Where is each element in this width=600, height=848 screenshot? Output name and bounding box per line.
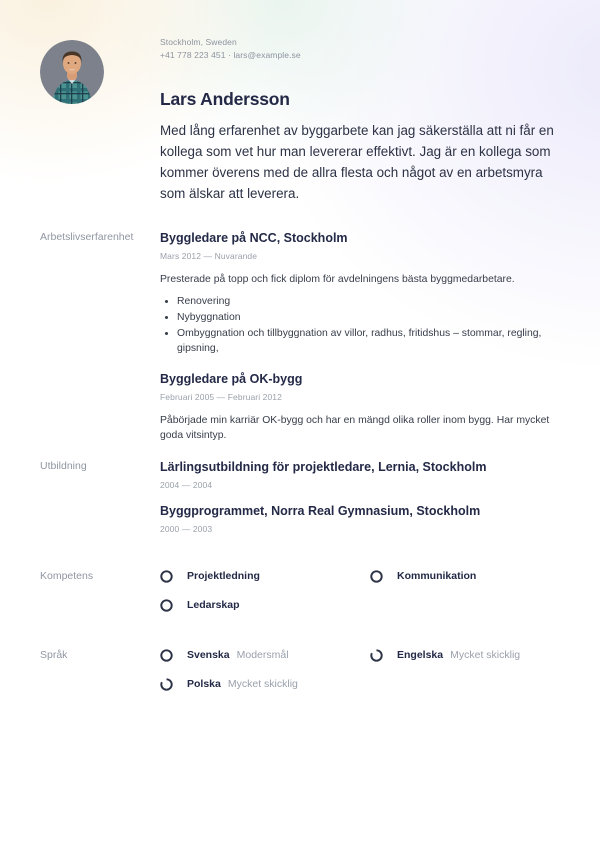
section-label-education: Utbildning [40, 460, 87, 472]
skill-level-ring-icon [370, 570, 383, 583]
experience-entry [160, 230, 566, 356]
education-title: Byggprogrammet, Norra Real Gymnasium, Stockholm [160, 504, 481, 518]
education-entry [160, 503, 566, 534]
skill-item [370, 569, 566, 583]
language-level-label: Mycket skicklig [450, 649, 521, 661]
section-label-experience: Arbetslivserfarenhet [40, 231, 134, 243]
resume-header [160, 36, 566, 204]
job-bullet: • Nybyggnation [177, 310, 566, 325]
language-item [370, 648, 566, 662]
section-education [40, 459, 566, 534]
language-level-ring-icon [160, 649, 173, 662]
contact-phone: +41 778 223 451 [160, 49, 226, 60]
education-title: Lärlingsutbildning för projektledare, Lernia, Stockholm [160, 460, 487, 474]
job-bullet-list [160, 294, 566, 356]
language-item [160, 648, 370, 662]
job-title: Byggledare på NCC, Stockholm [160, 231, 348, 245]
contact-separator: · [228, 49, 231, 60]
language-name: Svenska [187, 649, 230, 661]
language-name: Polska [187, 678, 221, 690]
skill-name: Kommunikation [397, 570, 477, 582]
section-experience [40, 230, 566, 443]
job-title: Byggledare på OK-bygg [160, 372, 303, 386]
language-level-ring-icon [370, 649, 383, 662]
job-bullet: • Renovering [177, 294, 566, 309]
section-languages [40, 648, 566, 691]
job-description: Presterade på topp och fick diplom för avdelningens bästa byggmedarbetare. [160, 274, 515, 285]
experience-entries [160, 230, 566, 443]
skill-item [160, 598, 370, 612]
language-level-label: Mycket skicklig [227, 678, 298, 690]
language-item [160, 677, 370, 691]
education-entries [160, 459, 566, 534]
section-label-skills: Kompetens [40, 570, 94, 582]
section-label-languages: Språk [40, 649, 68, 661]
job-description: Påbörjade min karriär OK-bygg och har en mängd olika roller inom bygg. Har mycket goda vitsintyp. [160, 415, 550, 441]
contact-email: lars@example.se [233, 49, 301, 60]
skill-item [160, 569, 370, 583]
section-skills [40, 569, 566, 612]
contact-line [160, 49, 566, 62]
language-name: Engelska [397, 649, 444, 661]
avatar-photo-illustration [40, 40, 104, 104]
contact-info [160, 36, 566, 61]
skill-level-ring-icon [160, 570, 173, 583]
skill-level-ring-icon [160, 599, 173, 612]
education-dates: 2004 — 2004 [160, 480, 213, 490]
language-level-ring-icon [160, 678, 173, 691]
skill-name: Ledarskap [187, 599, 240, 611]
languages-grid [160, 648, 566, 691]
skill-name: Projektledning [187, 570, 260, 582]
education-entry [160, 459, 566, 490]
experience-entry [160, 371, 566, 443]
skills-grid [160, 569, 566, 612]
summary-text: Med lång erfarenhet av byggarbete kan jag säkerställa att ni får en kollega som vet hur man levererar effektivt. Jag är en kollega som kommer överens med de allra flesta och något av en arbetsmyra som älskar att leverera. [160, 123, 554, 201]
job-bullet: • Ombyggnation och tillbyggnation av villor, radhus, fritidshus – stommar, regling, gipsning, [177, 326, 566, 356]
avatar [40, 40, 104, 104]
language-level-label: Modersmål [236, 649, 289, 661]
job-dates: Mars 2012 — Nuvarande [160, 251, 258, 261]
contact-location: Stockholm, Sweden [160, 37, 237, 47]
candidate-name: Lars Andersson [160, 89, 290, 109]
education-dates: 2000 — 2003 [160, 524, 213, 534]
job-dates: Februari 2005 — Februari 2012 [160, 392, 282, 402]
